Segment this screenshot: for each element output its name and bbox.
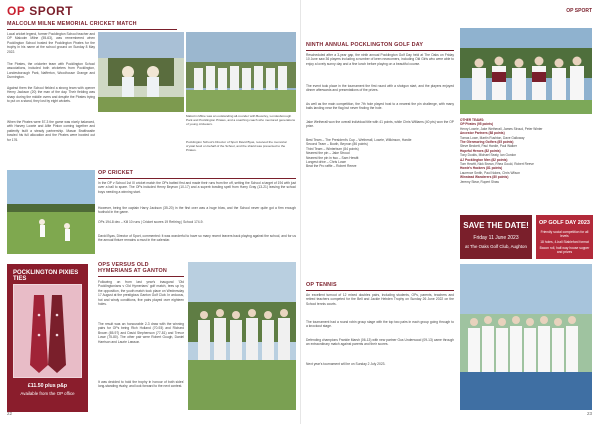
section-rule: [98, 178, 296, 179]
save-date-title: SAVE THE DATE!: [463, 221, 529, 230]
team-entry: OP Pirates (95 points) Henry Lowrie, Jake Wetherall, James Stroud, Peter Winter: [460, 122, 543, 131]
result-item: Nearest the pin in two – Sam Hewitt: [306, 155, 359, 160]
tennis-para1: An excellent turnout of 12 mixed doubles pairs, including students, OPs, parents, teachers and retired teachers competed for the Bell and Jackie Hebden Trophy on Sunday 26 June 2022 on the School tennis courts.: [306, 293, 454, 306]
golf-2023-line1: Friendly social competition for all levels: [540, 230, 589, 238]
malcolm-para1: Local cricket legend, former Pocklington School teacher and OP Malcolm Milne (55-63), was remembered when Pocklington School hosted the Pocklington Pirates for the trophy in his name at the school ground on Sunday 8 May 2022.: [7, 32, 95, 54]
cricket-para4: David Byas, Director of Sport, commented: It was wonderful to have so many recent leavers back playing against the school, and for us the annual fixture remains a must in the calendar.: [98, 234, 296, 243]
pixies-ties-advert: [7, 264, 88, 412]
result-item: Second Team – Booth, Beynon (86 points): [306, 142, 368, 147]
malcolm-milne-photo: [98, 32, 184, 112]
pixies-title: POCKLINGTON PIXIES TIES: [13, 270, 79, 282]
golf-2023-title: OP GOLF DAY 2023: [539, 220, 590, 226]
result-item: Best Team – The President's Cup – Wetherall, Lowrie, Wilkinson, Hardie: [306, 138, 412, 142]
golf-day-photo: [460, 28, 592, 114]
ties-photo: [13, 284, 82, 378]
page-number-right: 23: [586, 411, 592, 416]
golf-2023-line2: 18 holes, 4-ball Stableford format: [540, 240, 589, 244]
section-rule: [7, 29, 177, 30]
tennis-group-photo: [460, 264, 592, 410]
ninth-para1: Rescheduled after a 3-year gap, the ninth annual Pocklington Golf Day held at The Oaks on Friday 10 June saw 36 players including a number of keen newcomers, including Old Girls who were able to enjoy a lovely sunny day and a fine lunch before playing on a beautiful course.: [306, 53, 454, 66]
result-item: Longest drive – Chris Lowe: [306, 160, 346, 165]
team-entry: Hopeful Heroes (82 points) Tony Dodds, Michael Seaty, Ian Gordon: [460, 148, 517, 158]
malcolm-caption2: Pocklington School's Director of Sport David Byas, received the memorial crystal bowl on behalf of the School, and the shield was presented to the Pirates.: [186, 140, 287, 152]
cricket-para2: However, being the captain Harry Jackson (35-20) in the first over was a huge blow, and the School never quite got a firm enough foothold in the game.: [98, 206, 296, 215]
cricket-group-photo: [186, 32, 296, 112]
result-item: Beat the Pro raffle – Robert Reeve: [306, 164, 357, 169]
malcolm-para3: Against them the School fielded a strong team with opener Henry Jackson (20) the man of the day. Their fielding was sharp during the middle overs and despite the Pirates trying to put on a stand, they lost by eight wickets.: [7, 86, 95, 104]
golf-2023-line3: Bacon roll, half-way house supper and prizes: [539, 246, 590, 254]
ganton-para2: The result was an honourable 2-3 draw with the winning pairs for OPs being Rich Holland (70-93) and Richard Brown (85-97) and David Stephenson (77-81) and Trevor Lowe (75-80). The other pair were Robert Gough, Daniel Harrison and Laurie Lawson.: [98, 322, 184, 344]
ties-availability: Available from the OP office: [20, 391, 75, 396]
ninth-para3: As well as the main competition, the 7th hole played host to a nearest the pin challenge, with many balls landing near the flag but never finding the hole.: [306, 102, 454, 111]
ninth-para4: Jake Wetherall won the overall individual title with 41 points, while Chris Williams (40 pts) won the OP prize.: [306, 120, 454, 129]
team-entry: AJ Pocklington Men (82 points) Tom Hewitt, Nick Brown, Rhea Gould, Robert Reeve: [460, 157, 534, 167]
other-teams-heading: OTHER TEAMS:: [460, 118, 485, 122]
page-number-left: 22: [7, 411, 13, 416]
tennis-para3: Defending champions Frankie Marsh (06-13) with new partner Gus Underwood (09-13) came through an extraordinary match against parents and their scores.: [306, 338, 454, 347]
cricket-para1: In the OP v School 1st XI cricket match the OPs batted first and made their runs from the off, setting the School a target of 194 with just over a ball to spare. The OPs included Henry Beynon (10-17) and a superb bowling spell from Harry Gray (13-21) leaving the school boys needing a winning start.: [98, 181, 296, 194]
section-rule: [306, 290, 454, 291]
page-gutter: [300, 0, 301, 424]
save-the-date-box: [460, 215, 532, 259]
ninth-golf-heading: NINTH ANNUAL POCKLINGTON GOLF DAY: [306, 42, 424, 48]
ganton-para1: Following on from last year's inaugural 'Old Pocklingtonians v Old Hymerians' golf match, tees up by the opposition, the youth match took place on Wednesday 17 August at the prestigious Ganton Golf Club. In arduous, hot and windy conditions, five pairs played over eighteen holes.: [98, 280, 184, 307]
result-item: Nearest the pin – Jake Stroud: [306, 151, 350, 156]
tennis-para4: Next year's tournament will be on Sunday 2 July 2023.: [306, 362, 386, 366]
cricket-para3: OPs 194-8 dec – Kill 10 runs | Cricket scores 19 Retiring | School 174-9.: [98, 220, 204, 224]
team-entry: The Glenmoring Golfers (85 points) Steve Beckett, Paul Hardie, Paul Walker: [460, 140, 517, 149]
ties-price: £11.50 plus p&p: [27, 383, 68, 389]
malcolm-para4: When the Pirates were 57-3 the game was nicely balanced, with Harvey Lowrie and Alfie Pinion coming together and patiently built a steady partnership. Mason Braithwaite bowled his full allocation and the Pirates were bowled out for 176.: [7, 120, 95, 142]
malcolm-photo-caption: Malcolm Milne was an outstanding all-rounder with Beverley, Londesborough Park and Pocklington Pirates, and a coaching coach who mentored generations of young cricketers.: [186, 114, 296, 126]
team-entry: Ancestor Partners (88 points) Tomas Lowe, Martin Rushton, Dave Galloway: [460, 131, 525, 140]
op-tennis-heading: OP TENNIS: [306, 282, 337, 288]
team-entry: Howie's Hackers (81 points) Laurence Smith, Paul Nokes, Chris Wilson: [460, 166, 521, 175]
tennis-para2: The tournament had a round robin group stage with the top two pairs in each group going through to a knockout stage.: [306, 320, 454, 329]
op-cricket-heading: OP CRICKET: [98, 170, 134, 176]
malcolm-para2: The Pirates, the cricketer team with Pocklington School associations, included both cricketers from Pocklington, Londesborough Park, Nafferton, Woodhouse Grange and Dunnington.: [7, 62, 95, 80]
results-list: [306, 138, 454, 169]
section-rule: [98, 276, 184, 277]
ganton-para3: It was decided to hold the trophy in honour of both sides' long-standing rivalry, and look forward to the next contest.: [98, 380, 184, 389]
save-date-date: Friday 11 June 2023: [473, 235, 519, 241]
section-rule: [306, 50, 454, 51]
other-teams-list: [460, 118, 592, 184]
cricket-match-photo: [7, 170, 95, 254]
malcolm-heading: MALCOLM MILNE MEMORIAL CRICKET MATCH: [7, 21, 137, 27]
ganton-golfers-photo: [188, 262, 296, 410]
ganton-heading: OPS VERSUS OLD HYMERIANS AT GANTON: [98, 262, 167, 275]
running-header: OP SPORT: [566, 8, 592, 14]
ninth-para2: The event took place in the tournament the first round with a shotgun start, and the players enjoyed dinner afterwards and presentations of the prizes.: [306, 84, 454, 93]
result-item: Third Team – Winterburn (84 points): [306, 146, 359, 151]
golf-2023-box: [536, 215, 593, 259]
team-entry: Winstead Wanderers (80 points) Jeremy Stear, Rupert Shaw: [460, 175, 509, 184]
save-date-venue: at The Oaks Golf Club, Aughton: [465, 244, 527, 249]
page-title: OP SPORT: [7, 4, 74, 18]
